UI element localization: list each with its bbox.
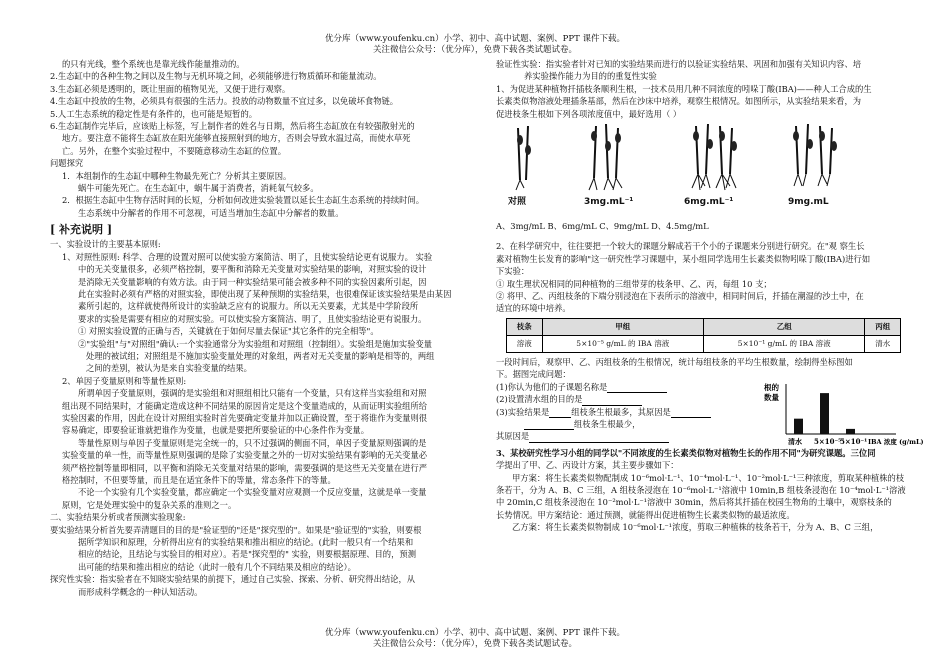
plant-cuttings-figure [496, 122, 906, 218]
principle-line: 须严格控制等量即相同，以平衡和消除无关变量对结果的影响，需要强调的是这些无关变量在进行严 [62, 462, 428, 473]
principle-line: 所谓单因子变量原则，强调的是实验组和对照组相比只能有一个变量，只有这样当实验组和对照 [78, 388, 427, 399]
principle-line: 中的无关变量很多，必须严格控制，要平衡和消除无关变量对实验结果的影响，对照实验的设计 [78, 264, 427, 275]
note-line: 3.生态缸必须是透明的，既让里面的植物见光，又便于进行观察。 [50, 83, 291, 94]
q3-line: 中 20min,C 组枝条浸泡在 10⁻²mol·L⁻¹溶液中 30min，然后将其扦插在校园生物角的土壤中，观察枝条的 [496, 497, 892, 508]
answer-blank[interactable] [671, 408, 711, 418]
note-line: 5.人工生态系统的稳定性是有条件的，也可能是短暂的。 [50, 108, 258, 119]
table-cell: 枝条 [507, 318, 543, 335]
note-line: 2.生态缸中的各种生物之间以及生物与无机环境之间，必须能够进行物质循环和能量流动。 [50, 71, 382, 82]
answer-2: 生态系统中分解者的作用不可忽视，可适当增加生态缸中分解者的数量。 [78, 207, 344, 218]
table-cell: 丙组 [865, 318, 901, 335]
analysis-line: 探究性实验：指实验者在不知晓实验结果的前提下，通过自己实验、探索、分析、研究得出结论，从 [50, 574, 416, 585]
chart-ylabel-1: 根的 [764, 382, 779, 392]
question-2: 2．根据生态缸中生物存活时间的长短，分析如何改进实验装置以延长生态缸生态系统的持续时间。 [62, 195, 425, 206]
q3-line: 长势情况。甲方案结论：通过预测，就能得出促进植物生长素类似物的最适浓度。 [496, 509, 795, 520]
analysis-line: 出可能的结果和推出相应的结论（此时一般有几个不同结果及相应的结论）。 [78, 561, 356, 572]
q1-line: 长素类似物溶液处理插条基部，然后在沙床中培养，观察生根情况。如图所示，从实验结果来看，为 [496, 96, 862, 107]
analysis-line: 要实验结果分析首先要弄清题目的目的是"验证型的"还是"探究型的"。如果是"验证型的"实验，则要根 [50, 524, 422, 535]
q3-title: 3、某校研究性学习小组的同学以"不同浓度的生长素类似物对植物生长的作用不同"为研究课题。三位同 [496, 447, 876, 458]
page-footer [0, 628, 950, 650]
chart-ylabel-2: 数量 [764, 392, 779, 402]
supplement-title: [ 补充说明 ] [50, 223, 113, 237]
question-1: 1．本组制作的生态缸中哪种生物最先死亡？分析其主要原因。 [62, 170, 292, 181]
principles-title: 一、实验设计的主要基本原则: [50, 239, 161, 250]
table-cell: 甲组 [542, 318, 703, 335]
table-cell: 5×10⁻⁵ g/mL 的 IBA 溶液 [542, 335, 703, 352]
q2-sub-3-text: 其原因是 [496, 431, 530, 442]
principle-line: 原则，它是处理实验中的复杂关系的准则之一。 [62, 499, 237, 510]
q2-after-line: 一段时间后，观察甲、乙、丙组枝条的生根情况，统计每组枝条的平均生根数量，绘制得坐标图如 [496, 356, 853, 367]
plant-label-3mg: 3mg.mL⁻¹ [584, 197, 634, 208]
q3-line: 甲方案：将生长素类似物配制成 10⁻⁶mol·L⁻¹、10⁻⁴mol·L⁻¹、10⁻²mol·L⁻¹三种浓度，剪取某种植株的枝 [512, 472, 905, 483]
principle-line: 格控制时，不但要等量，而且是在适宜条件下的等量，常态条件下的等量。 [62, 475, 336, 485]
chart-xunit: IBA 浓度 (g/mL) [868, 437, 924, 446]
chart-x-tick-label: 5×10⁻⁵ [814, 436, 842, 446]
chart-x-tick-label: 清水 [788, 436, 802, 446]
q2-answer-area [496, 356, 924, 446]
answer-blank[interactable] [582, 396, 642, 406]
chart-bar [846, 429, 855, 434]
principle-line: ① 对照实验设置的正确与否，关键就在于如何尽量去保证"其它条件的完全相等"。 [78, 326, 379, 337]
principle-line: 处理的被试组；对照组是不施加实验变量处理的对象组，两者对无关变量的影响是相等的，两组 [86, 350, 435, 361]
inquiry-title: 问题探究 [50, 158, 84, 169]
principle-line: 之间的差别，被认为是来自实验变量的结果。 [86, 363, 252, 374]
principle-line: 等量性原则与单因子变量原则是完全统一的，只不过强调的侧面不同，单因子变量原则强调的是 [78, 437, 427, 448]
table-row [507, 318, 901, 335]
footer-line-1: 优分库（www.youfenku.cn）小学、初中、高中试题、案例、PPT 课件下载。 [325, 628, 625, 638]
q2-step: 适宜的环境中培养。 [496, 303, 571, 314]
q2-after-line: 下。据图完成问题： [496, 369, 571, 380]
plant-label-9mg: 9mg.mL [788, 197, 829, 208]
answer-blank[interactable] [607, 383, 667, 393]
q1-line: 1、为促进某种植物扦插枝条顺利生根，一技术员用几种不同浓度的吲哚丁酸(IBA)——种人工合成的生 [496, 83, 872, 94]
q2-line: 下实验： [496, 266, 530, 277]
footer-line-2: 关注微信公众号：（优分库），免费下载各类试题试卷。 [372, 639, 577, 649]
analysis-title: 二、实验结果分析或者预测实验现象: [50, 512, 186, 523]
table-cell: 乙组 [703, 318, 864, 335]
table-cell: 5×10⁻¹ g/mL 的 IBA 溶液 [703, 335, 864, 352]
q2-sub-3-text: 组枝条生根最多，其原因是 [571, 406, 671, 417]
principle-2-title: 2、单因子变量原则和等量性原则: [62, 375, 187, 386]
note-line: 的只有光线，整个系统也是靠光线作能量推动的。 [62, 59, 245, 69]
root-count-chart [764, 380, 924, 450]
plant-label-control: 对照 [508, 197, 527, 208]
table-cell: 清水 [865, 335, 901, 352]
analysis-line: 相应的结论，且结论与实验目的相对应）。若是"探究型的" 实验，则要根据原理、目的，预测 [78, 549, 416, 560]
table-cell: 溶液 [507, 335, 543, 352]
principle-line: 不论一个实验有几个实验变量，都应确定一个实验变量对应观测一个反应变量，这就是单一变量 [78, 487, 427, 498]
note-line: 亡。另外，在整个实验过程中，不要随意移动生态缸的位置。 [62, 145, 287, 156]
q2-line: 2、在科学研究中，往往要把一个较大的课题分解成若干个小的子课题来分别进行研究。在"观 察生长 [496, 241, 865, 252]
principle-line: 实验因素的作用，因此在设计对照组实验时首先要确定变量并加以正确设置，至于将谁作为变量则很 [62, 412, 428, 423]
principle-line: 1、对照性原则: 科学、合理的设置对照可以使实验方案简洁、明了，且使实验结论更有说服力。 实验 [62, 251, 433, 262]
q2-sub-2-text: (2)设置清水组的目的是 [496, 394, 583, 405]
analysis-line: 据所学知识和原理，分析得出应有的实验结果和推出相应的结论。(此时一般只有一个结果和 [78, 537, 414, 548]
q2-step: ① 取生理状况相同的同种植物的三组带芽的枝条甲、乙、丙，每组 10 支； [496, 278, 772, 289]
answer-blank[interactable] [549, 408, 571, 418]
right-column [496, 58, 924, 534]
principle-line: 实验变量的单一性，而等量性原则强调的是除了实验变量之外的一切对实验结果有影响的无关变量必 [62, 450, 428, 461]
left-column [50, 58, 490, 598]
q1-line: 促进枝条生根如下列各项浓度值中，最好选用（ ） [496, 108, 682, 119]
plant-label-6mg: 6mg.mL⁻¹ [684, 197, 734, 208]
cuttings-illustration [496, 122, 906, 198]
analysis-line: 而形成科学概念的一种认知活动。 [78, 586, 203, 597]
note-line: 6.生态缸制作完毕后，应该贴上标签，写上制作者的姓名与日期，然后将生态缸放在有较强散射光的 [50, 121, 415, 132]
note-line: 地方。要注意不能将生态缸放在阳光能够直接照射到的地方，否则会导致水温过高，而使水草死 [62, 133, 411, 144]
q2-sub-3-text: 组枝条生根最少， [574, 418, 641, 429]
q3-line: 乙方案：将生长素类似物制成 10⁻⁶mol·L⁻¹浓度，剪取三种植株的枝条若干，分为 A、B、C 三组， [512, 522, 879, 533]
answer-blank[interactable] [529, 433, 669, 443]
q2-sub-3-text: (3)实验结果是 [496, 406, 550, 417]
note-line: 4.生态缸中投放的生物，必须具有很强的生活力。投放的动物数量不宜过多，以免破坏食物链。 [50, 96, 399, 107]
q2-sub-1-text: (1)你认为他们的子课题名称是 [496, 381, 608, 392]
header-line-2: 关注微信公众号：（优分库），免费下载各类试题试卷。 [372, 45, 577, 55]
principle-line: ②"实验组"与"对照组"确认:一个实验通常分为实验组和对照组（控制组）。实验组是施加实验变量 [78, 338, 433, 349]
q3-line: 学提出了甲、乙、丙设计方案，其主要步骤如下： [496, 460, 679, 471]
verify-line: 养实验操作能力为目的的重复性实验 [524, 71, 657, 82]
verify-line: 验证性实验：指实验者针对已知的实验结果而进行的以验证实验结果、巩固和加强有关知识内容、培 [496, 59, 862, 69]
solution-table [506, 318, 901, 353]
chart-bar [820, 393, 829, 434]
q2-step: ② 将甲、乙、丙组枝条的下端分别浸泡在下表所示的溶液中，相同时间后，扦插在潮湿的沙土中，在 [496, 291, 864, 302]
page-header [0, 34, 950, 56]
answer-1: 蜗牛可能先死亡。在生态缸中，蜗牛属于消费者，消耗氧气较多。 [78, 183, 319, 194]
header-line-1: 优分库（www.youfenku.cn）小学、初中、高中试题、案例、PPT 课件下载。 [325, 34, 625, 44]
principle-line: 容易确定，即要验证谁就把谁作为变量，也就是要把所要验证的中心条件作为变量。 [62, 425, 369, 436]
principle-line: 组出现不同结果时，才能确定造成这种不同结果的原因肯定是这个变量造成的，从而证明实验组所给 [62, 400, 428, 411]
answer-blank[interactable] [524, 420, 574, 430]
chart-bar [794, 419, 803, 434]
chart-x-tick-label: 5×10⁻¹ [840, 436, 868, 446]
principle-line: 素所引起的，这样就使得所设计的实验缺乏应有的说服力。所以无关要素，尤其是中学阶段所 [78, 301, 419, 312]
q1-options: A、3mg/mL B、6mg/mL C、9mg/mL D、4.5mg/mL [496, 221, 709, 232]
principle-line: 是消除无关变量影响的有效方法。由于同一种实验结果可能会被多种不同的实验因素所引起，因 [78, 276, 427, 287]
table-row [507, 335, 901, 352]
q3-line: 条若干，分为 A、B、C 三组，A 组枝条浸泡在 10⁻⁶mol·L⁻¹溶液中 10min,B 组枝条浸泡在 10⁻⁴mol·L⁻¹溶液 [496, 484, 906, 495]
principle-line: 要求的实验是需要有相应的对照实验。可以使实验方案简洁、明了，且使实验结论更有说服力。 [78, 313, 427, 324]
q2-line: 素对植物生长发育的影响"这一研究性学习课题中，某小组同学选用生长素类似物吲哚丁酸(IBA)进行如 [496, 253, 871, 264]
principle-line: 此在实验时必须有严格的对照实验，即使出现了某种预期的实验结果，也很难保证该实验结果是由某因 [78, 288, 452, 299]
